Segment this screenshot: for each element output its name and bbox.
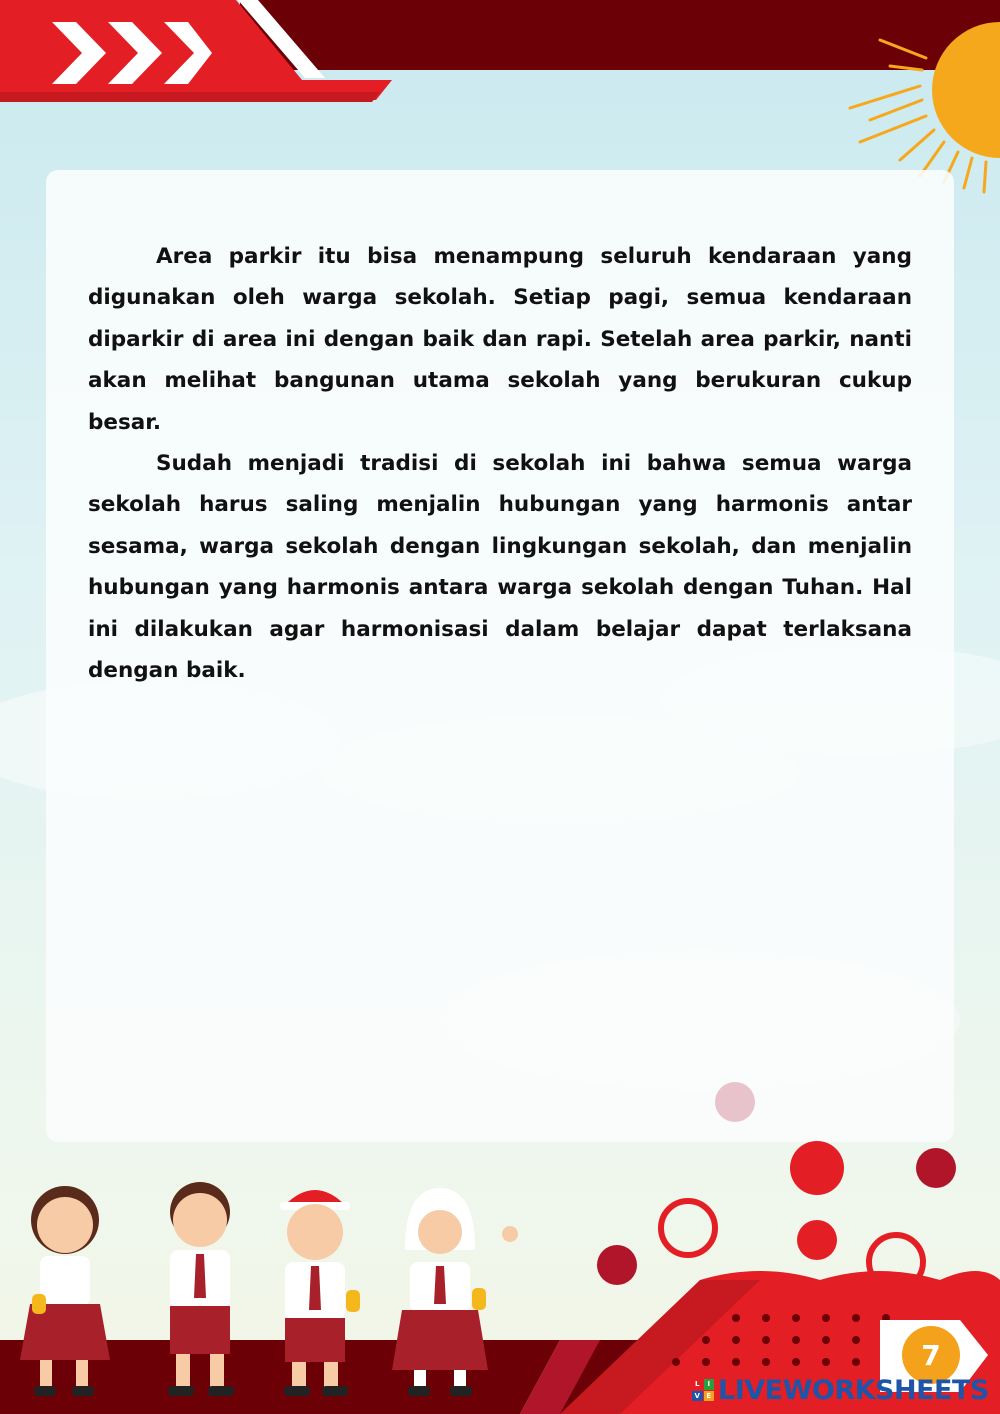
liveworksheets-logo-icon: L I V E	[692, 1379, 714, 1401]
watermark-text: LIVEWORKSHEETS	[718, 1374, 989, 1406]
page-number: 7	[921, 1338, 941, 1372]
paragraph-2: Sudah menjadi tradisi di sekolah ini bahwa semua warga sekolah harus saling menjalin hubungan yang harmonis antar sesama, warga sekolah dengan lingkungan sekolah, dan menjalin hubungan yang harmonis antara warga sekolah dengan Tuhan. Hal ini dilakukan agar harmonisasi dalam belajar dapat terlaksana dengan baik.	[88, 451, 912, 684]
children-illustration	[10, 1170, 550, 1410]
liveworksheets-watermark[interactable]	[692, 1372, 989, 1408]
paragraph-1: Area parkir itu bisa menampung seluruh kendaraan yang digunakan oleh warga sekolah. Setiap pagi, semua kendaraan diparkir di area ini dengan baik dan rapi. Setelah area parkir, nanti akan melihat bangunan utama sekolah yang berukuran cukup besar.	[88, 244, 912, 435]
